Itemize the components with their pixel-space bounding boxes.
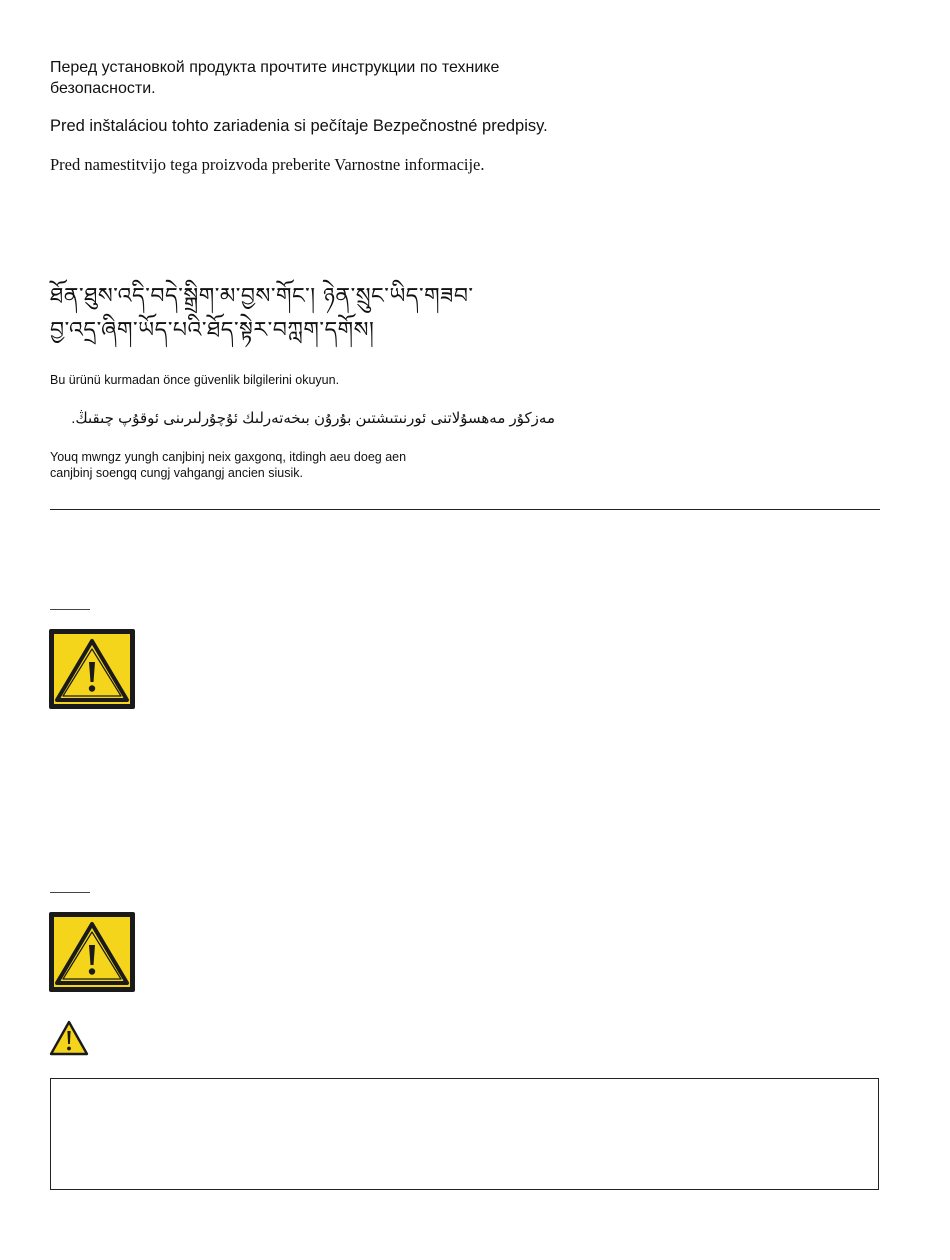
notice-slovak: Pred inštaláciou tohto zariadenia si pečítaje Bezpečnostné predpisy. <box>50 117 548 135</box>
notice-zhuang <box>50 449 470 481</box>
notice-tibetan <box>50 280 520 348</box>
section-divider <box>50 509 880 510</box>
notice-slovenian: Pred namestitvijo tega proizvoda preberite Varnostne informacije. <box>50 155 485 174</box>
caution-label <box>49 629 135 709</box>
warning-triangle-icon <box>49 912 135 992</box>
warning-triangle-icon <box>49 629 135 709</box>
notice-turkish: Bu ürünü kurmadan önce güvenlik bilgilerini okuyun. <box>50 373 340 387</box>
caution-label <box>49 912 135 992</box>
statement-heading-rule <box>50 892 90 893</box>
warning-triangle-icon <box>49 1020 89 1056</box>
notice-uyghur: مەزكۇر مەھسۇلاتنى ئورنىتىشتىن بۇرۇن بىخەتەرلىك ئۇچۇرلىرىنى ئوقۇپ چىقىڭ. <box>71 410 555 427</box>
notice-tibetan-line-2: བྱ་འདྲ་ཞིག་ཡོད་པའི་ཐོད་སྟེར་བཀླག་དགོས། <box>50 318 375 343</box>
notice-russian: Перед установкой продукта прочтите инструкции по технике безопасности. <box>50 59 500 97</box>
note-box <box>50 1078 879 1190</box>
notice-tibetan-line-1: ཐོན་ཐུས་འདི་བདེ་སྒྲིག་མ་བྱས་གོང་། ཉེན་སྲུང་ཡིད་གཟབ་ <box>50 284 474 309</box>
statement-heading-rule <box>50 609 90 610</box>
attention-icon <box>49 1020 89 1056</box>
notice-zhuang-line-1: Youq mwngz yungh canjbinj neix gaxgonq, itdingh aeu doeg aen <box>50 450 407 464</box>
notice-zhuang-line-2: canjbinj soengq cungj vahgangj ancien siusik. <box>50 466 303 480</box>
